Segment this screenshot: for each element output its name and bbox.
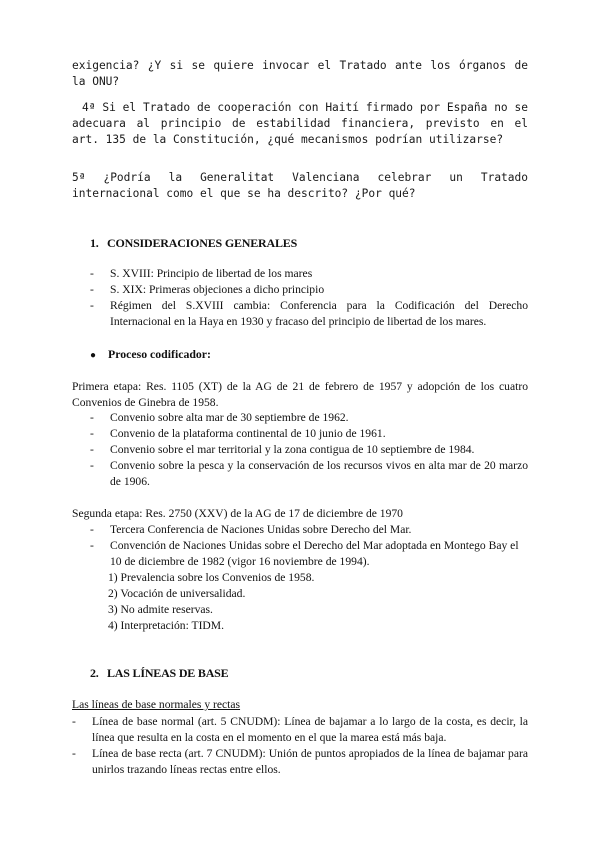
section-1-title: CONSIDERACIONES GENERALES	[107, 236, 298, 250]
question-4: 4ª Si el Tratado de cooperación con Haití firmado por España no se adecuara al principio de estabilidad financiera, previsto en el art. 135 de la Constitución, ¿qué mecanismos podrían utilizarse?	[72, 101, 528, 146]
list-item-text: Línea de base normal (art. 5 CNUDM): Línea de bajamar a lo largo de la costa, es decir, la línea que resulta en la costa en el momento en el que la marea está más baja.	[92, 715, 528, 744]
dash-marker: -	[90, 443, 94, 456]
dash-marker: -	[90, 283, 94, 296]
list-item-text: Convención de Naciones Unidas sobre el Derecho del Mar adoptada en Montego Bay el 10 de diciembre de 1982 (vigor 16 noviembre de 1994).	[110, 539, 519, 568]
section-1-number: 1.	[90, 236, 99, 250]
list-item	[90, 538, 528, 570]
section-2-list	[72, 714, 528, 778]
list-item	[90, 458, 528, 490]
stage-2-list	[90, 522, 528, 570]
section-2-heading	[90, 666, 228, 681]
list-item	[90, 266, 528, 282]
list-item-text: Línea de base recta (art. 7 CNUDM): Unión de puntos apropiados de la línea de bajamar para unirlos trazando líneas rectas entre ellos.	[92, 747, 528, 776]
proceso-codificador-heading	[90, 347, 211, 362]
list-item-text: Convenio sobre la pesca y la conservación de los recursos vivos en alta mar de 20 marzo de 1906.	[110, 459, 528, 488]
stage-1-intro: Primera etapa: Res. 1105 (XT) de la AG de 21 de febrero de 1957 y adopción de los cuatro Convenios de Ginebra de 1958.	[72, 380, 528, 409]
dash-marker: -	[90, 411, 94, 424]
section-1-list	[90, 266, 528, 330]
list-item	[90, 298, 528, 330]
numbered-item: 4) Interpretación: TIDM.	[108, 619, 225, 632]
numbered-item: 3) No admite reservas.	[108, 603, 213, 616]
dash-marker: -	[72, 715, 76, 728]
list-item	[90, 522, 528, 538]
list-item	[90, 442, 528, 458]
list-item-text: Convenio de la plataforma continental de 10 junio de 1961.	[110, 427, 386, 440]
list-item	[90, 426, 528, 442]
base-lines-subheading: Las líneas de base normales y rectas	[72, 698, 241, 711]
bullet-icon: ●	[90, 350, 97, 361]
dash-marker: -	[90, 427, 94, 440]
list-item	[90, 282, 528, 298]
list-item-text: Convenio sobre el mar territorial y la zona contigua de 10 septiembre de 1984.	[110, 443, 475, 456]
question-3-continuation: exigencia? ¿Y si se quiere invocar el Tratado ante los órganos de la ONU?	[72, 59, 528, 88]
dash-marker: -	[90, 267, 94, 280]
numbered-item: 2) Vocación de universalidad.	[108, 587, 246, 600]
list-item-text: Tercera Conferencia de Naciones Unidas sobre Derecho del Mar.	[110, 523, 412, 536]
list-item-text: S. XVIII: Principio de libertad de los mares	[110, 267, 313, 280]
dash-marker: -	[90, 459, 94, 472]
dash-marker: -	[72, 747, 76, 760]
stage-1-list	[90, 410, 528, 490]
list-item	[72, 714, 528, 746]
section-2-number: 2.	[90, 666, 99, 680]
numbered-item: 1) Prevalencia sobre los Convenios de 1958.	[108, 571, 315, 584]
stage-2-intro: Segunda etapa: Res. 2750 (XXV) de la AG de 17 de diciembre de 1970	[72, 507, 403, 520]
dash-marker: -	[90, 523, 94, 536]
list-item-text: S. XIX: Primeras objeciones a dicho principio	[110, 283, 325, 296]
dash-marker: -	[90, 539, 94, 552]
question-5: 5ª ¿Podría la Generalitat Valenciana celebrar un Tratado internacional como el que se ha descrito? ¿Por qué?	[72, 171, 528, 200]
list-item-text: Convenio sobre alta mar de 30 septiembre de 1962.	[110, 411, 349, 424]
section-2-title: LAS LÍNEAS DE BASE	[107, 666, 229, 680]
list-item-text: Régimen del S.XVIII cambia: Conferencia para la Codificación del Derecho Internacional en la Haya en 1930 y fracaso del principio de libertad de los mares.	[110, 299, 528, 328]
bullet-heading-text: Proceso codificador:	[108, 347, 211, 361]
section-1-heading	[90, 236, 297, 251]
list-item	[72, 746, 528, 778]
dash-marker: -	[90, 299, 94, 312]
list-item	[90, 410, 528, 426]
